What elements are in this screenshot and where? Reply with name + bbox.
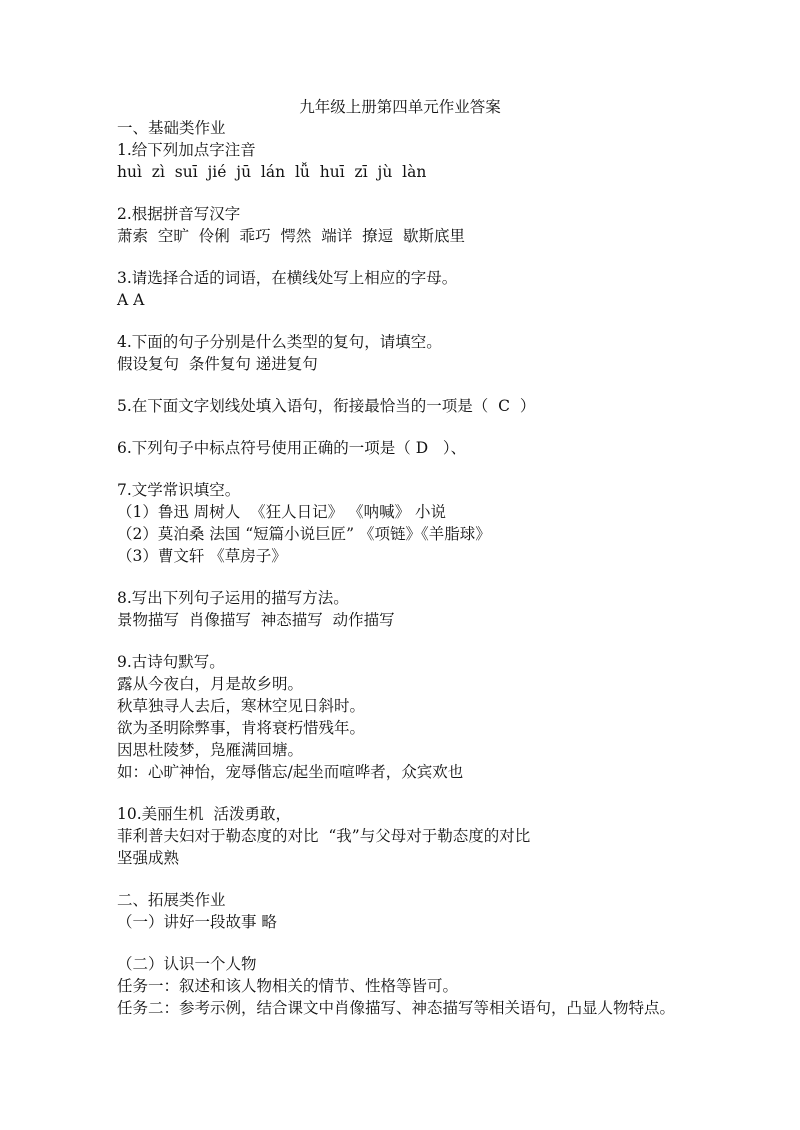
question-10-line: 菲利普夫妇对于勒态度的对比 “我”与父母对于勒态度的对比	[117, 827, 531, 845]
question-6-prompt: 6.下列句子中标点符号使用正确的一项是（ D ）、	[117, 439, 467, 457]
question-3-answer: A A	[117, 291, 145, 309]
question-9-line: 因思杜陵梦，凫雁满回塘。	[117, 741, 304, 759]
extension-item-1: （一）讲好一段故事 略	[117, 913, 277, 931]
question-7-line: （3）曹文轩 《草房子》	[117, 547, 287, 565]
section-heading-basic: 一、基础类作业	[117, 119, 226, 137]
extension-task-1: 任务一：叙述和该人物相关的情节、性格等皆可。	[117, 977, 459, 995]
section-heading-extension: 二、拓展类作业	[117, 891, 226, 909]
question-7-prompt: 7.文学常识填空。	[117, 481, 241, 499]
question-9-prompt: 9.古诗句默写。	[117, 653, 225, 671]
question-5-prompt: 5.在下面文字划线处填入语句，衔接最恰当的一项是（ C ）	[117, 397, 536, 415]
question-2-answer: 萧索 空旷 伶俐 乖巧 愕然 端详 撩逗 歇斯底里	[117, 227, 465, 245]
question-9-line: 如：心旷神怡，宠辱偕忘/起坐而喧哗者，众宾欢也	[117, 763, 464, 781]
question-4-answer: 假设复句 条件复句 递进复句	[117, 355, 318, 373]
document-title: 九年级上册第四单元作业答案	[299, 98, 501, 116]
question-9-line: 露从今夜白，月是故乡明。	[117, 675, 304, 693]
question-8-answer: 景物描写 肖像描写 神态描写 动作描写	[117, 611, 395, 629]
question-2-prompt: 2.根据拼音写汉字	[117, 205, 241, 223]
question-8-prompt: 8.写出下列句子运用的描写方法。	[117, 589, 349, 607]
extension-task-2: 任务二：参考示例，结合课文中肖像描写、神态描写等相关语句，凸显人物特点。	[117, 999, 676, 1017]
question-1-prompt: 1.给下列加点字注音	[117, 141, 256, 159]
question-4-prompt: 4.下面的句子分别是什么类型的复句，请填空。	[117, 333, 442, 351]
extension-item-2-heading: （二）认识一个人物	[117, 955, 257, 973]
question-9-line: 欲为圣明除弊事，肯将衰朽惜残年。	[117, 719, 366, 737]
question-1-answer: huì zì suī jié jū lán lǚ huī zī jù làn	[117, 163, 427, 181]
question-9-line: 秋草独寻人去后，寒林空见日斜时。	[117, 697, 366, 715]
question-7-line: （1）鲁迅 周树人 《狂人日记》 《呐喊》 小说	[117, 503, 446, 521]
question-3-prompt: 3.请选择合适的词语，在横线处写上相应的字母。	[117, 269, 458, 287]
question-10-line: 10.美丽生机 活泼勇敢，	[117, 805, 292, 823]
document-body	[117, 117, 697, 1019]
question-10-line: 坚强成熟	[117, 849, 180, 867]
question-7-line: （2）莫泊桑 法国 “短篇小说巨匠” 《项链》《羊脂球》	[117, 525, 491, 543]
